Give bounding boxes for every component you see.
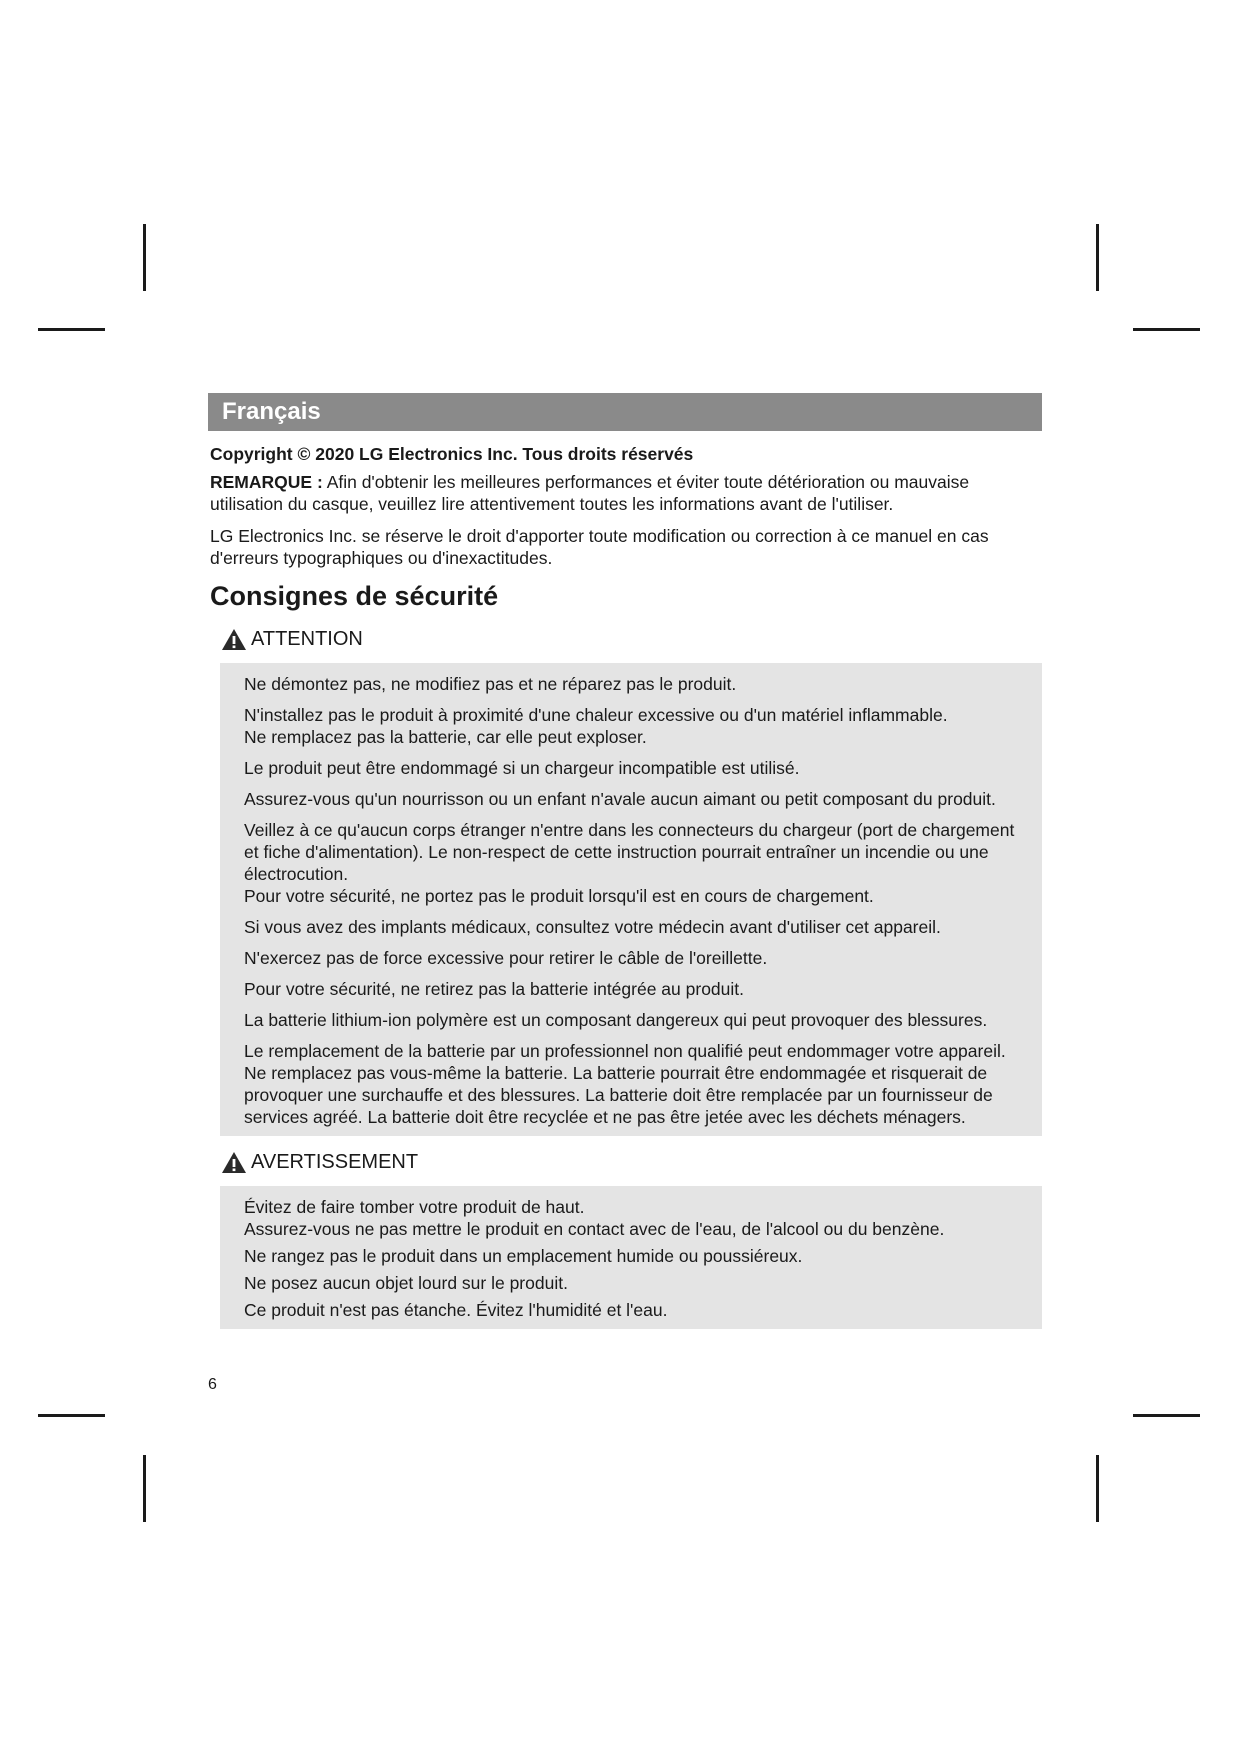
caution-item: Le remplacement de la batterie par un professionnel non qualifié peut endommager votre appareil.: [244, 1041, 1006, 1061]
crop-mark-top-right-vertical: [1096, 224, 1099, 291]
page-content: [208, 393, 1042, 1329]
disclaimer-paragraph: LG Electronics Inc. se réserve le droit d'apporter toute modification ou correction à ce manuel en cas d'erreurs typographiques ou d'inexactitudes.: [210, 526, 989, 568]
language-banner: [208, 393, 1042, 431]
page-number: 6: [208, 1376, 217, 1393]
crop-mark-top-right-horizontal: [1133, 328, 1200, 331]
warning-item: Assurez-vous ne pas mettre le produit en contact avec de l'eau, de l'alcool ou du benzène.: [244, 1219, 945, 1239]
language-title: Français: [222, 398, 321, 425]
crop-mark-top-left-vertical: [143, 224, 146, 291]
section-title: Consignes de sécurité: [210, 581, 499, 611]
crop-mark-top-left-horizontal: [38, 328, 105, 331]
caution-box: [220, 663, 1042, 1136]
caution-item: Pour votre sécurité, ne portez pas le produit lorsqu'il est en cours de chargement.: [244, 886, 874, 906]
warning-item: Évitez de faire tomber votre produit de haut.: [244, 1197, 585, 1217]
warning-heading-label: AVERTISSEMENT: [251, 1150, 419, 1173]
caution-item: La batterie lithium-ion polymère est un composant dangereux qui peut provoquer des blessures.: [244, 1010, 988, 1030]
warning-box: [220, 1186, 1042, 1329]
remark-text: Afin d'obtenir les meilleures performances et éviter toute détérioration ou mauvaise utilisation du casque, veuillez lire attentivement toutes les informations avant de l'utiliser.: [210, 472, 970, 514]
caution-item: Assurez-vous qu'un nourrisson ou un enfant n'avale aucun aimant ou petit composant du produit.: [244, 789, 996, 809]
caution-item: Ne remplacez pas la batterie, car elle peut exploser.: [244, 727, 647, 747]
caution-item: Ne démontez pas, ne modifiez pas et ne réparez pas le produit.: [244, 674, 737, 694]
warning-triangle-icon: [221, 628, 247, 651]
warning-item: Ne rangez pas le produit dans un emplacement humide ou poussiéreux.: [244, 1246, 803, 1266]
warning-triangle-icon: [221, 1151, 247, 1174]
warning-item: Ce produit n'est pas étanche. Évitez l'humidité et l'eau.: [244, 1300, 668, 1320]
caution-item: Veillez à ce qu'aucun corps étranger n'entre dans les connecteurs du chargeur (port de chargement et fiche d'alimentation). Le non-respect de cette instruction pourrait entraîner un incendie ou une électrocution.: [244, 820, 1015, 884]
copyright-notice: Copyright © 2020 LG Electronics Inc. Tous droits réservés: [210, 444, 694, 464]
caution-item: Pour votre sécurité, ne retirez pas la batterie intégrée au produit.: [244, 979, 744, 999]
crop-mark-bottom-left-vertical: [143, 1455, 146, 1522]
remark-paragraph: [210, 471, 1030, 515]
warning-heading: [221, 1148, 1042, 1176]
caution-item: N'installez pas le produit à proximité d'une chaleur excessive ou d'un matériel inflammable.: [244, 705, 948, 725]
crop-mark-bottom-right-horizontal: [1133, 1414, 1200, 1417]
crop-mark-bottom-right-vertical: [1096, 1455, 1099, 1522]
caution-heading-label: ATTENTION: [251, 627, 363, 650]
caution-item: N'exercez pas de force excessive pour retirer le câble de l'oreillette.: [244, 948, 768, 968]
crop-mark-bottom-left-horizontal: [38, 1414, 105, 1417]
remark-label: REMARQUE :: [210, 472, 323, 492]
caution-item: Si vous avez des implants médicaux, consultez votre médecin avant d'utiliser cet appareil.: [244, 917, 941, 937]
caution-item: Ne remplacez pas vous-même la batterie. La batterie pourrait être endommagée et risquerait de provoquer une surchauffe et des blessures. La batterie doit être remplacée par un fournisseur de services agréé. La batterie doit être recyclée et ne pas être jetée avec les déchets ménagers.: [244, 1063, 993, 1127]
caution-heading: [221, 625, 1042, 653]
warning-item: Ne posez aucun objet lourd sur le produit.: [244, 1273, 568, 1293]
caution-item: Le produit peut être endommagé si un chargeur incompatible est utilisé.: [244, 758, 800, 778]
